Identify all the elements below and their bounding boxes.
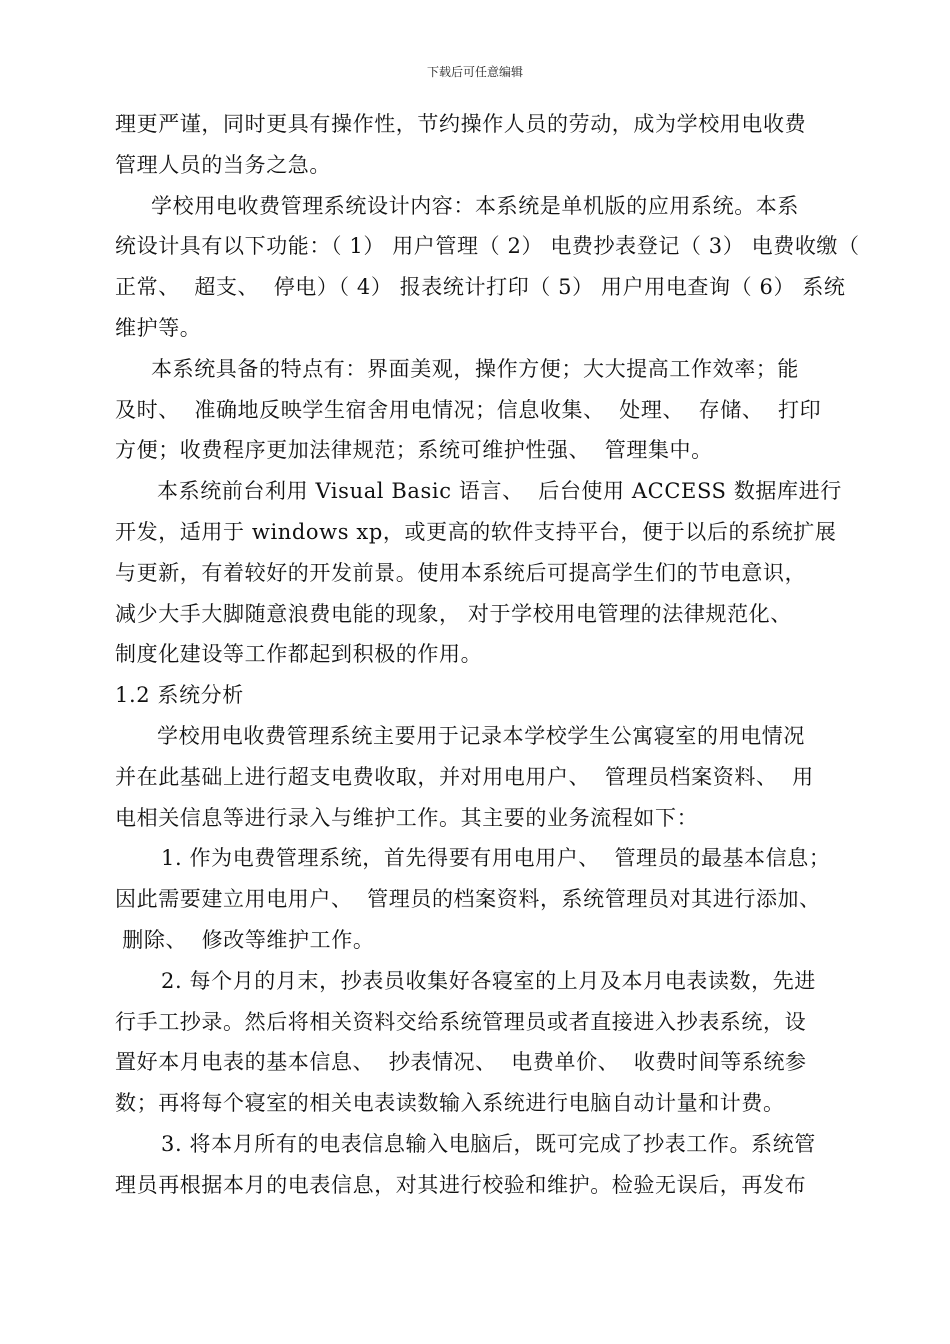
text-line: 与更新，有着较好的开发前景。使用本系统后可提高学生们的节电意识， xyxy=(115,560,807,585)
document-body xyxy=(115,104,865,1206)
text-line: 维护等。 xyxy=(115,315,202,340)
text-line: 开发，适用于 windows xp，或更高的软件支持平台，便于以后的系统扩展 xyxy=(115,519,837,544)
paragraph-start-line: 本系统前台利用 Visual Basic 语言、 后台使用 ACCESS 数据库进行 xyxy=(157,479,842,504)
text-line: 方便；收费程序更加法律规范；系统可维护性强、 管理集中。 xyxy=(115,438,713,463)
text-line: 理更严谨，同时更具有操作性，节约操作人员的劳动，成为学校用电收费 xyxy=(115,112,807,136)
text-line: 数；再将每个寝室的相关电表读数输入系统进行电脑自动计量和计费。 xyxy=(115,1091,785,1116)
section-heading: 1.2 系统分析 xyxy=(115,683,244,708)
text-line: 正常、 超支、 停电）（ 4） 报表统计打印（ 5） 用户用电查询（ 6） 系统 xyxy=(115,275,846,300)
text-line: 置好本月电表的基本信息、 抄表情况、 电费单价、 收费时间等系统参 xyxy=(115,1050,807,1075)
text-line: 管理人员的当务之急。 xyxy=(115,152,331,177)
text-line: 并在此基础上进行超支电费收取，并对用电用户、 管理员档案资料、 用 xyxy=(115,764,814,789)
list-item-start-line: 1. 作为电费管理系统，首先得要有用电用户、 管理员的最基本信息； xyxy=(161,846,831,871)
text-line: 制度化建设等工作都起到积极的作用。 xyxy=(115,642,483,667)
text-line: 因此需要建立用电用户、 管理员的档案资料，系统管理员对其进行添加、 xyxy=(115,887,821,912)
page-header: 下载后可任意编辑 xyxy=(426,65,523,79)
paragraph-start-line: 学校用电收费管理系统主要用于记录本学校学生公寓寝室的用电情况 xyxy=(157,723,805,748)
text-line: 减少大手大脚随意浪费电能的现象， 对于学校用电管理的法律规范化、 xyxy=(115,601,792,626)
text-line: 行手工抄录。然后将相关资料交给系统管理员或者直接进入抄表系统，设 xyxy=(115,1009,807,1034)
text-line: 电相关信息等进行录入与维护工作。其主要的业务流程如下： xyxy=(115,805,699,830)
text-line: 及时、 准确地反映学生宿舍用电情况；信息收集、 处理、 存储、 打印 xyxy=(115,397,822,422)
paragraph-start-line: 本系统具备的特点有：界面美观，操作方便；大大提高工作效率；能 xyxy=(151,356,799,381)
text-line: 删除、 修改等维护工作。 xyxy=(115,927,375,952)
list-item-start-line: 3. 将本月所有的电表信息输入电脑后，既可完成了抄表工作。系统管 xyxy=(161,1131,816,1156)
list-item-start-line: 2. 每个月的月末，抄表员收集好各寝室的上月及本月电表读数，先进 xyxy=(161,968,816,993)
text-line: 统设计具有以下功能：（ 1） 用户管理（ 2） 电费抄表登记（ 3） 电费收缴（ xyxy=(115,234,860,259)
text-line: 理员再根据本月的电表信息，对其进行校验和维护。检验无误后，再发布 xyxy=(115,1172,807,1197)
paragraph-start-line: 学校用电收费管理系统设计内容：本系统是单机版的应用系统。本系 xyxy=(151,193,799,218)
